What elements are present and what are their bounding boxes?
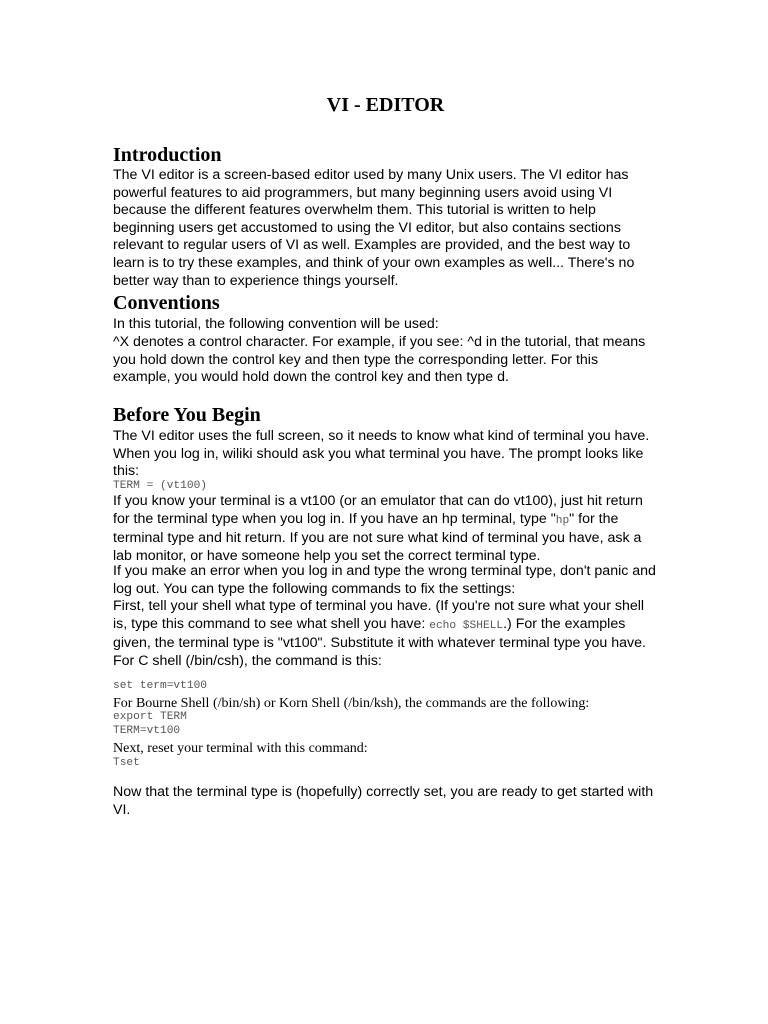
page-title: VI - EDITOR (326, 94, 445, 116)
closing-paragraph: Now that the terminal type is (hopefully) correctly set, you are ready to get started with VI. (113, 784, 654, 818)
terminal-intro-paragraph: The VI editor uses the full screen, so it needs to know what kind of terminal you have. When you log in, wiliki should ask you what terminal you have. The prompt looks like this: (113, 428, 650, 480)
conventions-paragraph: ^X denotes a control character. For example, if you see: ^d in the tutorial, that means you hold down the control key and then type the corresponding letter. For this example, you would hold down the control key and then type d. (113, 334, 646, 386)
export-term-code: export TERM (113, 711, 187, 723)
shell-paragraph (113, 598, 658, 670)
vt100-text-start: If you know your terminal is a vt100 (or an emulator that can do vt100), just hit return for the terminal type when you log in. If you have an hp terminal, type " (113, 493, 643, 527)
shell-text-end: .) For the examples given, the terminal type is "vt100". Substitute it with whatever terminal type you have. For C shell (/bin/csh), the command is this: (113, 615, 646, 669)
hp-code: hp (555, 514, 570, 527)
conventions-intro-line: In this tutorial, the following convention will be used: (113, 316, 439, 332)
conventions-heading: Conventions (113, 292, 220, 314)
csh-command-code: set term=vt100 (113, 680, 207, 692)
vt100-text-end: " for the terminal type and hit return. If you are not sure what kind of terminal you have, ask a lab monitor, or have someone help you set the correct terminal type. (113, 510, 642, 564)
echo-shell-code: echo $SHELL (429, 619, 504, 632)
tset-command-code: Tset (113, 757, 140, 769)
term-prompt-code: TERM = (vt100) (113, 480, 207, 492)
vt100-paragraph (113, 493, 658, 565)
error-paragraph: If you make an error when you log in and type the wrong terminal type, don't panic and log out. You can type the following commands to fix the settings: (113, 563, 656, 597)
before-you-begin-heading: Before You Begin (113, 404, 261, 426)
introduction-heading: Introduction (113, 144, 222, 166)
introduction-paragraph: The VI editor is a screen-based editor used by many Unix users. The VI editor has powerful features to aid programmers, but many beginning users avoid using VI because the different features overwhelm them. This tutorial is written to help beginning users get accustomed to using the VI editor, but also contains sections relevant to regular users of VI as well. Examples are provided, and the best way to learn is to try these examples, and think of your own examples as well... There's no better way than to experience things yourself. (113, 167, 635, 289)
shell-text-start: First, tell your shell what type of terminal you have. (If you're not sure what your shell is, type this command to see what shell you have: (113, 598, 645, 632)
reset-terminal-text: Next, reset your terminal with this command: (113, 741, 368, 756)
bourne-shell-text: For Bourne Shell (/bin/sh) or Korn Shell (/bin/ksh), the commands are the following: (113, 696, 590, 711)
term-assign-code: TERM=vt100 (113, 725, 181, 737)
